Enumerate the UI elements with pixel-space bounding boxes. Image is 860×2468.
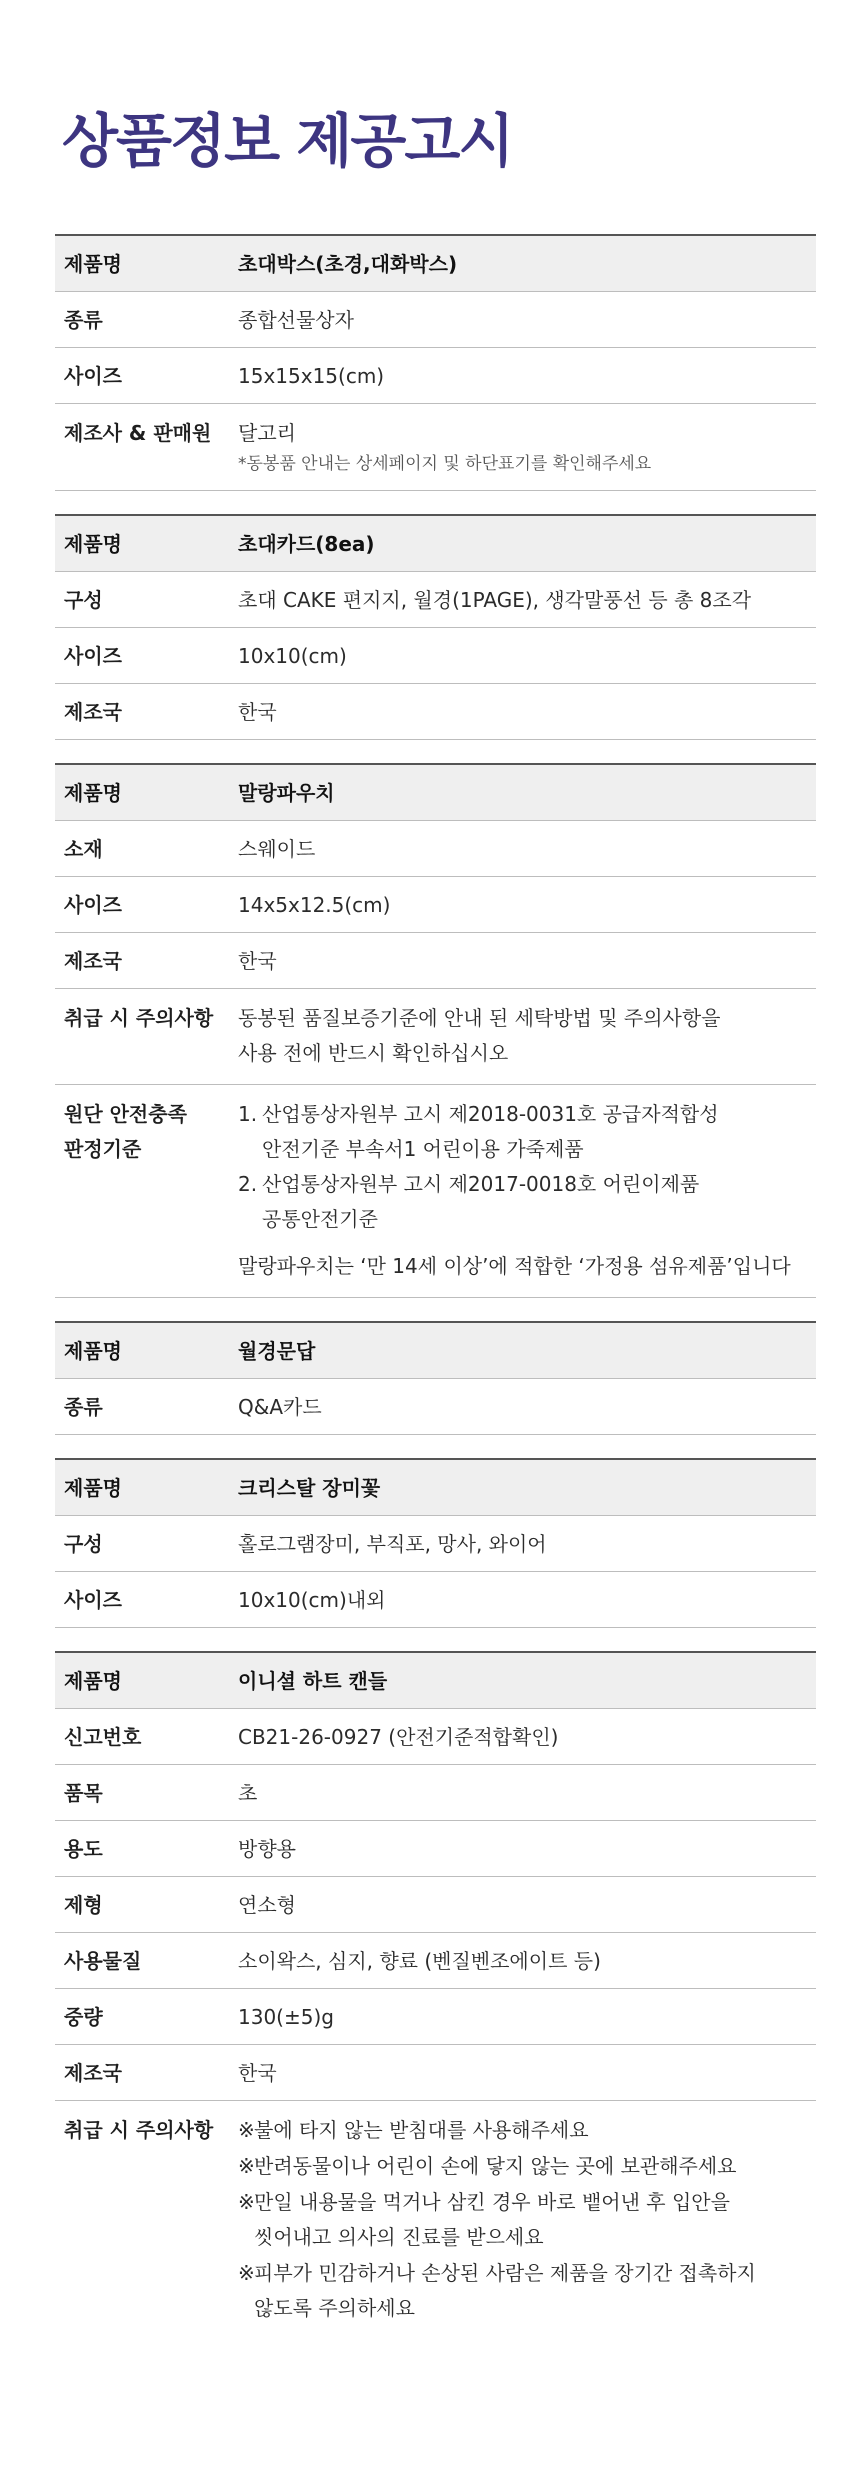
row-value-cell <box>237 989 816 1085</box>
row-label: 제품명 <box>55 1459 237 1516</box>
reference-mark-icon: ※ <box>238 2154 255 2178</box>
table-row-header <box>55 1652 816 1709</box>
section-crystal-rose <box>55 1458 816 1628</box>
row-label: 사이즈 <box>64 1588 122 1612</box>
row-label: 제조국 <box>64 949 122 973</box>
row-label: 제조사 & 판매원 <box>64 421 212 445</box>
row-value: 크리스탈 장미꽃 <box>237 1459 816 1516</box>
row-label: 사용물질 <box>64 1949 142 1973</box>
row-value: 종합선물상자 <box>238 308 354 332</box>
list-item <box>238 2113 816 2148</box>
reference-mark-icon: ※ <box>238 2190 255 2214</box>
row-value: 월경문답 <box>237 1322 816 1379</box>
row-label: 제품명 <box>55 1322 237 1379</box>
row-label: 종류 <box>64 308 103 332</box>
section-heart-candle <box>55 1651 816 2340</box>
table-row <box>55 404 816 491</box>
table-row <box>55 877 816 933</box>
row-value: 130(±5)g <box>238 2005 334 2029</box>
table-row-header <box>55 235 816 292</box>
table-row <box>55 1516 816 1572</box>
row-label: 중량 <box>64 2005 103 2029</box>
table-row-header <box>55 764 816 821</box>
row-value: 한국 <box>238 700 277 724</box>
row-label: 제품명 <box>55 1652 237 1709</box>
table-row-header <box>55 1459 816 1516</box>
table-row-header <box>55 515 816 572</box>
row-label: 품목 <box>64 1781 103 1805</box>
table-row <box>55 1989 816 2045</box>
list-item-line: 씻어내고 의사의 진료를 받으세요 <box>254 2225 544 2249</box>
list-item-line: 않도록 주의하세요 <box>254 2296 415 2320</box>
table-row <box>55 821 816 877</box>
table-row <box>55 2045 816 2101</box>
row-value: 연소형 <box>238 1893 296 1917</box>
row-value: 한국 <box>238 949 277 973</box>
row-label: 구성 <box>64 1532 103 1556</box>
row-label: 종류 <box>64 1395 103 1419</box>
row-value-cell <box>237 2101 816 2341</box>
standards-list <box>238 1097 816 1237</box>
table-row <box>55 1877 816 1933</box>
row-label: 사이즈 <box>64 893 122 917</box>
reference-mark-icon: ※ <box>238 2261 255 2285</box>
list-number: 1. <box>238 1102 258 1126</box>
row-label-line: 판정기준 <box>64 1137 142 1161</box>
table-row <box>55 628 816 684</box>
table-row <box>55 1821 816 1877</box>
row-value: 스웨이드 <box>238 837 316 861</box>
row-label: 제형 <box>64 1893 103 1917</box>
table-row <box>55 348 816 404</box>
row-note: *동봉품 안내는 상세페이지 및 하단표기를 확인해주세요 <box>238 454 652 474</box>
row-value: 15x15x15(cm) <box>238 364 385 388</box>
row-value-line: 동봉된 품질보증기준에 안내 된 세탁방법 및 주의사항을 <box>238 1006 721 1030</box>
list-item <box>238 1097 816 1167</box>
list-number: 2. <box>238 1172 258 1196</box>
section-invitation-box <box>55 234 816 491</box>
row-value: 10x10(cm) <box>238 644 347 668</box>
table-row <box>55 1572 816 1628</box>
row-value: 초대카드(8ea) <box>237 515 816 572</box>
row-label: 제품명 <box>55 764 237 821</box>
section-qa-card <box>55 1321 816 1435</box>
row-value: 초대 CAKE 편지지, 월경(1PAGE), 생각말풍선 등 총 8조각 <box>238 588 752 612</box>
row-label: 취급 시 주의사항 <box>64 2118 214 2142</box>
list-item-line: 만일 내용물을 먹거나 삼킨 경우 바로 뱉어낸 후 입안을 <box>254 2190 730 2214</box>
table-row <box>55 1765 816 1821</box>
list-item-line: 공통안전기준 <box>262 1207 378 1231</box>
row-value: 초 <box>238 1781 258 1805</box>
row-value: 말랑파우치 <box>237 764 816 821</box>
list-item-line: 산업통상자원부 고시 제2018-0031호 공급자적합성 <box>262 1102 719 1126</box>
row-value: 14x5x12.5(cm) <box>238 893 391 917</box>
row-label-cell <box>55 1085 237 1298</box>
row-label: 신고번호 <box>64 1725 142 1749</box>
list-item <box>238 1167 816 1237</box>
row-label: 구성 <box>64 588 103 612</box>
row-label: 제조국 <box>64 700 122 724</box>
row-label: 제품명 <box>55 235 237 292</box>
row-label: 소재 <box>64 837 103 861</box>
table-row <box>55 292 816 348</box>
table-row <box>55 2101 816 2341</box>
age-suitability-note: 말랑파우치는 ‘만 14세 이상’에 적합한 ‘가정용 섬유제품’입니다 <box>238 1254 791 1278</box>
row-label: 제조국 <box>64 2061 122 2085</box>
reference-mark-icon: ※ <box>238 2118 255 2142</box>
list-item-line: 산업통상자원부 고시 제2017-0018호 어린이제품 <box>262 1172 700 1196</box>
section-pouch <box>55 763 816 1298</box>
row-label: 제품명 <box>55 515 237 572</box>
list-item-line: 안전기준 부속서1 어린이용 가죽제품 <box>262 1137 584 1161</box>
row-value: Q&A카드 <box>238 1395 322 1419</box>
row-value: 초대박스(초경,대화박스) <box>237 235 816 292</box>
list-item-line: 불에 타지 않는 받침대를 사용해주세요 <box>254 2118 589 2142</box>
table-row <box>55 1933 816 1989</box>
list-item <box>238 2256 816 2326</box>
page-title: 상품정보 제공고시 <box>62 107 513 175</box>
row-label: 용도 <box>64 1837 103 1861</box>
list-item <box>238 2185 816 2255</box>
row-value: CB21-26-0927 (안전기준적합확인) <box>238 1725 559 1749</box>
row-value-line: 사용 전에 반드시 확인하십시오 <box>238 1041 509 1065</box>
table-row <box>55 1379 816 1435</box>
row-value: 방향용 <box>238 1837 296 1861</box>
table-row <box>55 1709 816 1765</box>
row-label: 사이즈 <box>64 364 122 388</box>
row-value: 홀로그램장미, 부직포, 망사, 와이어 <box>238 1532 547 1556</box>
table-row <box>55 572 816 628</box>
row-value-cell <box>237 404 816 491</box>
row-value-cell <box>237 1085 816 1298</box>
list-item <box>238 2149 816 2184</box>
row-label: 취급 시 주의사항 <box>64 1006 214 1030</box>
list-item-line: 피부가 민감하거나 손상된 사람은 제품을 장기간 접촉하지 <box>254 2261 756 2285</box>
list-item-line: 반려동물이나 어린이 손에 닿지 않는 곳에 보관해주세요 <box>254 2154 737 2178</box>
row-value: 소이왁스, 심지, 향료 (벤질벤조에이트 등) <box>238 1949 601 1973</box>
row-value: 10x10(cm)내외 <box>238 1588 386 1612</box>
caution-list <box>238 2113 816 2326</box>
table-row <box>55 933 816 989</box>
product-info-sections <box>55 234 816 2363</box>
row-value: 한국 <box>238 2061 277 2085</box>
row-value: 이니셜 하트 캔들 <box>237 1652 816 1709</box>
row-label: 사이즈 <box>64 644 122 668</box>
row-label-line: 원단 안전충족 <box>64 1102 187 1126</box>
table-row <box>55 684 816 740</box>
table-row <box>55 1085 816 1298</box>
table-row <box>55 989 816 1085</box>
table-row-header <box>55 1322 816 1379</box>
row-value: 달고리 <box>238 421 296 445</box>
section-invitation-card <box>55 514 816 740</box>
